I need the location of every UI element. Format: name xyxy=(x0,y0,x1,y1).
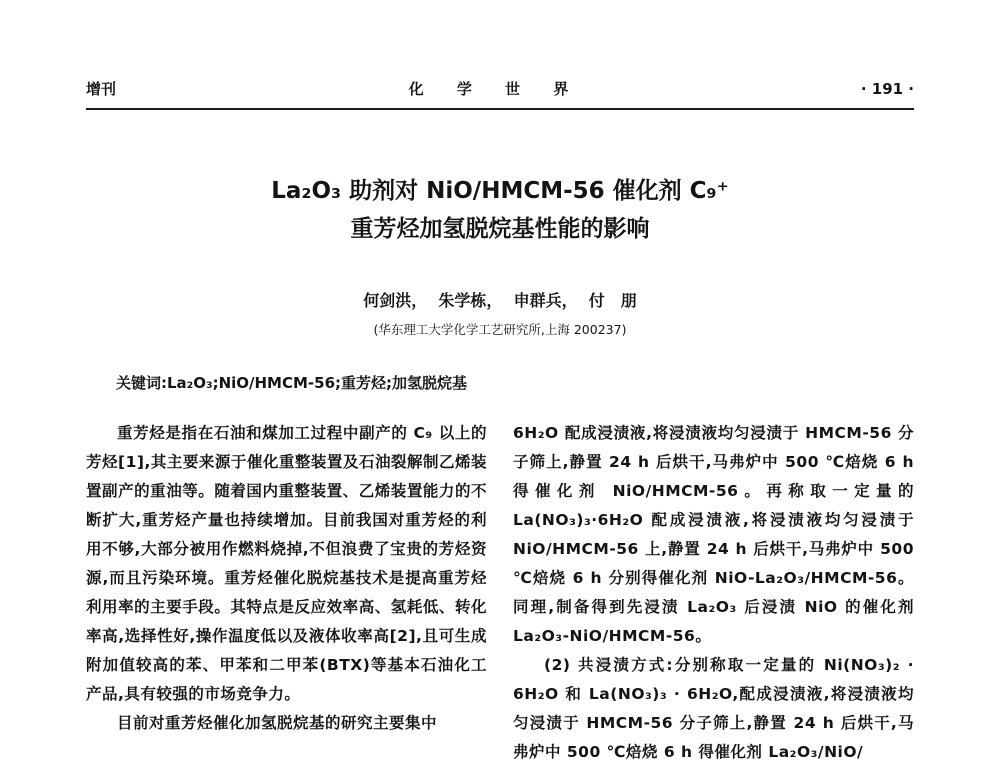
author-list: 何剑洪， 朱学栋， 申群兵， 付 朋 xyxy=(363,291,637,310)
paper-title-line-1: La₂O₃ 助剂对 NiO/HMCM-56 催化剂 C₉⁺ xyxy=(271,178,729,204)
paragraph-preparation-continued: 6H₂O 配成浸渍液,将浸渍液均匀浸渍于 HMCM-56 分子筛上,静置 24 h 后烘干,马弗炉中 500 ℃焙烧 6 h 得催化剂 NiO/HMCM-56。再称取一定量的 La(NO₃)₃·6H₂O 配成浸渍液,将浸渍液均匀浸渍于 NiO/HMCM-56 上,静置 24 h 后烘干,马弗炉中 500 ℃焙烧 6 h 分别得催化剂 NiO-La₂O₃/HMCM-56。同理,制备得到先浸渍 La₂O₃ 后浸渍 NiO 的催化剂 La₂O₃-NiO/HMCM-56。 xyxy=(513,424,914,645)
keywords-label: 关键词: xyxy=(116,374,167,392)
header-divider xyxy=(86,108,914,110)
header-issue-label: 增刊 xyxy=(86,80,117,98)
paper-title-line-2: 重芳烃加氢脱烷基性能的影响 xyxy=(350,216,650,242)
left-column xyxy=(86,419,487,760)
page-number: · 191 · xyxy=(860,80,914,98)
right-column xyxy=(513,419,914,760)
page-header xyxy=(86,78,914,99)
paragraph-co-impregnation: (2) 共浸渍方式:分别称取一定量的 Ni(NO₃)₂ · 6H₂O 和 La(NO₃)₃ · 6H₂O,配成浸渍液,将浸渍液均匀浸渍于 HMCM-56 分子筛上,静置 24 h 后烘干,马弗炉中 500 ℃焙烧 6 h 得催化剂 La₂O₃/NiO/ xyxy=(513,656,914,760)
body-columns xyxy=(86,419,914,760)
journal-name: 化 学 世 界 xyxy=(408,80,583,98)
paper-title xyxy=(86,172,914,248)
keywords-text: La₂O₃;NiO/HMCM-56;重芳烃;加氢脱烷基 xyxy=(167,374,468,392)
paragraph-research-lead: 目前对重芳烃催化加氢脱烷基的研究主要集中 xyxy=(117,714,438,732)
keywords-line xyxy=(86,372,914,393)
paragraph-intro: 重芳烃是指在石油和煤加工过程中副产的 C₉ 以上的芳烃[1],其主要来源于催化重整装置及石油裂解制乙烯装置副产的重油等。随着国内重整装置、乙烯装置能力的不断扩大,重芳烃产量也持续增加。目前我国对重芳烃的利用不够,大部分被用作燃料烧掉,不但浪费了宝贵的芳烃资源,而且污染环境。重芳烃催化脱烷基技术是提高重芳烃利用率的主要手段。其特点是反应效率高、氢耗低、转化率高,选择性好,操作温度低以及液体收率高[2],且可生成附加值较高的苯、甲苯和二甲苯(BTX)等基本石油化工产品,具有较强的市场竞争力。 xyxy=(86,424,487,703)
affiliation: (华东理工大学化学工艺研究所,上海 200237) xyxy=(373,322,627,337)
